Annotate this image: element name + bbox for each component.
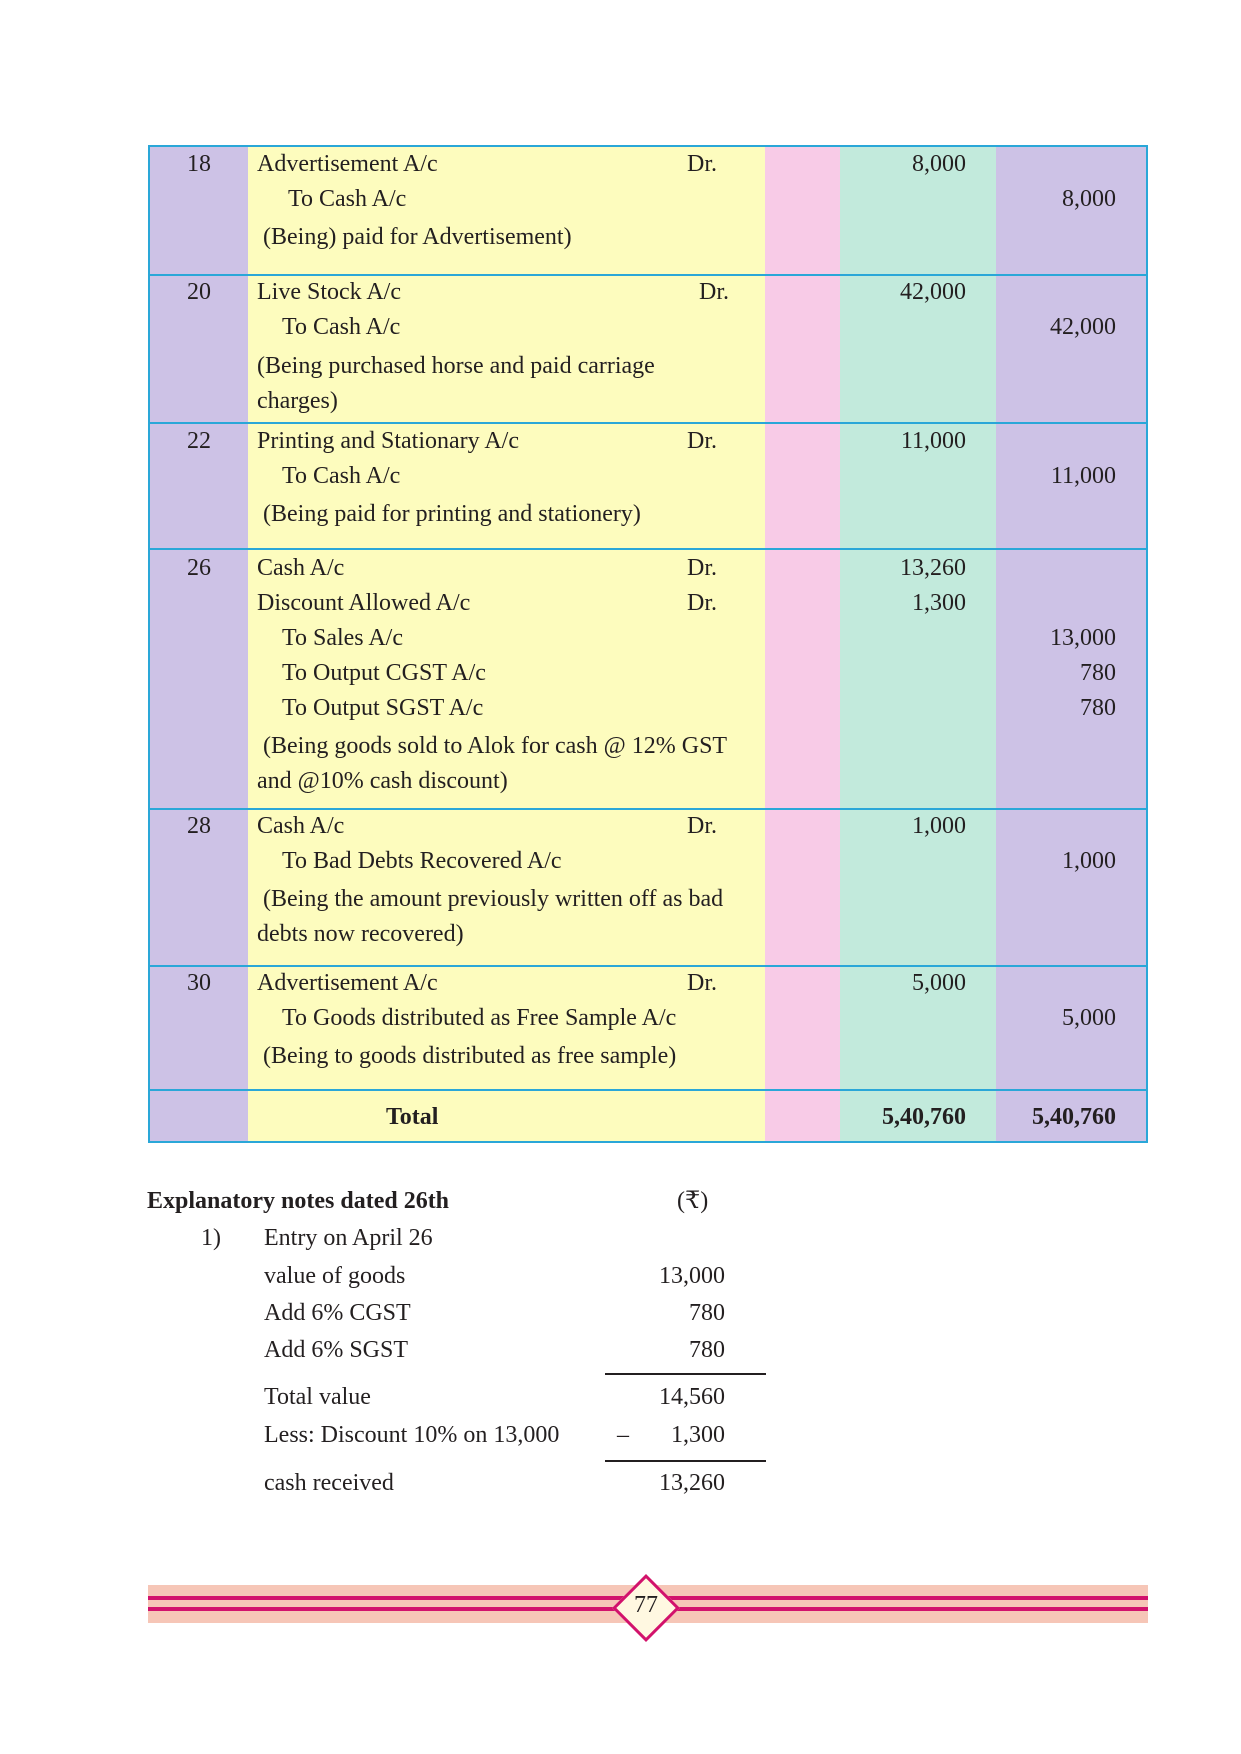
narration: (Being) paid for Advertisement) bbox=[263, 224, 572, 250]
entry-date: 18 bbox=[187, 151, 211, 177]
note-row-value: 1,300 bbox=[671, 1422, 725, 1448]
credit-amount: 42,000 bbox=[1050, 314, 1116, 340]
debit-amount: 1,000 bbox=[912, 813, 966, 839]
narration: (Being goods sold to Alok for cash @ 12% GST bbox=[263, 733, 728, 759]
debit-amount: 11,000 bbox=[900, 428, 966, 454]
note-row-label: Add 6% CGST bbox=[264, 1300, 411, 1326]
note-row-value: 780 bbox=[689, 1337, 725, 1363]
debit-account: Printing and Stationary A/c bbox=[257, 428, 519, 454]
entry-date: 22 bbox=[187, 428, 211, 454]
row-divider bbox=[150, 274, 1146, 276]
debit-account: Advertisement A/c bbox=[257, 970, 438, 996]
credit-account: To Cash A/c bbox=[282, 463, 401, 489]
credit-amount: 5,000 bbox=[1062, 1005, 1116, 1031]
note-row-value: 14,560 bbox=[659, 1384, 725, 1410]
dr-marker: Dr. bbox=[687, 428, 717, 454]
credit-amount: 1,000 bbox=[1062, 848, 1116, 874]
credit-amount: 780 bbox=[1080, 660, 1116, 686]
credit-account: To Bad Debts Recovered A/c bbox=[282, 848, 562, 874]
note-row-label: Total value bbox=[264, 1384, 371, 1410]
ledger-folio-column bbox=[765, 147, 842, 1141]
debit-amount: 42,000 bbox=[900, 279, 966, 305]
credit-amount: 13,000 bbox=[1050, 625, 1116, 651]
row-divider bbox=[150, 808, 1146, 810]
dr-marker: Dr. bbox=[687, 970, 717, 996]
dr-marker: Dr. bbox=[699, 279, 729, 305]
debit-account: Advertisement A/c bbox=[257, 151, 438, 177]
debit-amount: 5,000 bbox=[912, 970, 966, 996]
total-label: Total bbox=[386, 1104, 439, 1130]
dr-marker: Dr. bbox=[687, 590, 717, 616]
row-divider bbox=[150, 1089, 1146, 1091]
debit-account: Cash A/c bbox=[257, 813, 345, 839]
dr-marker: Dr. bbox=[687, 151, 717, 177]
credit-account: To Output CGST A/c bbox=[282, 660, 486, 686]
narration-continued: debts now recovered) bbox=[257, 921, 464, 947]
debit-amount: 8,000 bbox=[912, 151, 966, 177]
narration-continued: charges) bbox=[257, 388, 338, 414]
note-row-label: Less: Discount 10% on 13,000 bbox=[264, 1422, 560, 1448]
credit-account: To Sales A/c bbox=[282, 625, 403, 651]
note-item-number: 1) bbox=[201, 1225, 221, 1251]
narration: (Being paid for printing and stationery) bbox=[263, 501, 641, 527]
note-row-label: cash received bbox=[264, 1470, 394, 1496]
credit-account: To Cash A/c bbox=[282, 314, 401, 340]
note-row-label: Add 6% SGST bbox=[264, 1337, 409, 1363]
narration: (Being purchased horse and paid carriage bbox=[257, 353, 655, 379]
currency-symbol: (₹) bbox=[677, 1188, 709, 1214]
note-row-value: 780 bbox=[689, 1300, 725, 1326]
minus-sign: – bbox=[617, 1422, 629, 1448]
debit-account: Live Stock A/c bbox=[257, 279, 401, 305]
narration: (Being the amount previously written off as bad bbox=[263, 886, 724, 912]
note-item-title: Entry on April 26 bbox=[264, 1225, 433, 1251]
debit-account: Discount Allowed A/c bbox=[257, 590, 471, 616]
entry-date: 30 bbox=[187, 970, 211, 996]
debit-account: Cash A/c bbox=[257, 555, 345, 581]
debit-amount: 1,300 bbox=[912, 590, 966, 616]
note-row-label: value of goods bbox=[264, 1263, 406, 1289]
entry-date: 28 bbox=[187, 813, 211, 839]
entry-date: 26 bbox=[187, 555, 211, 581]
subtotal-rule bbox=[605, 1373, 766, 1375]
credit-amount: 8,000 bbox=[1062, 186, 1116, 212]
credit-account: To Output SGST A/c bbox=[282, 695, 484, 721]
credit-account: To Cash A/c bbox=[288, 186, 407, 212]
row-divider bbox=[150, 548, 1146, 550]
total-rule bbox=[605, 1460, 766, 1462]
total-credit: 5,40,760 bbox=[1032, 1104, 1116, 1130]
entry-date: 20 bbox=[187, 279, 211, 305]
credit-amount: 11,000 bbox=[1050, 463, 1116, 489]
narration-continued: and @10% cash discount) bbox=[257, 768, 508, 794]
page-number: 77 bbox=[634, 1592, 658, 1618]
total-debit: 5,40,760 bbox=[882, 1104, 966, 1130]
debit-amount: 13,260 bbox=[900, 555, 966, 581]
row-divider bbox=[150, 965, 1146, 967]
dr-marker: Dr. bbox=[687, 813, 717, 839]
narration: (Being to goods distributed as free sample) bbox=[263, 1043, 677, 1069]
row-divider bbox=[150, 422, 1146, 424]
notes-heading: Explanatory notes dated 26th bbox=[147, 1188, 450, 1214]
note-row-value: 13,260 bbox=[659, 1470, 725, 1496]
credit-amount: 780 bbox=[1080, 695, 1116, 721]
journal-table bbox=[148, 145, 1148, 1143]
note-row-value: 13,000 bbox=[659, 1263, 725, 1289]
dr-marker: Dr. bbox=[687, 555, 717, 581]
credit-account: To Goods distributed as Free Sample A/c bbox=[282, 1005, 677, 1031]
